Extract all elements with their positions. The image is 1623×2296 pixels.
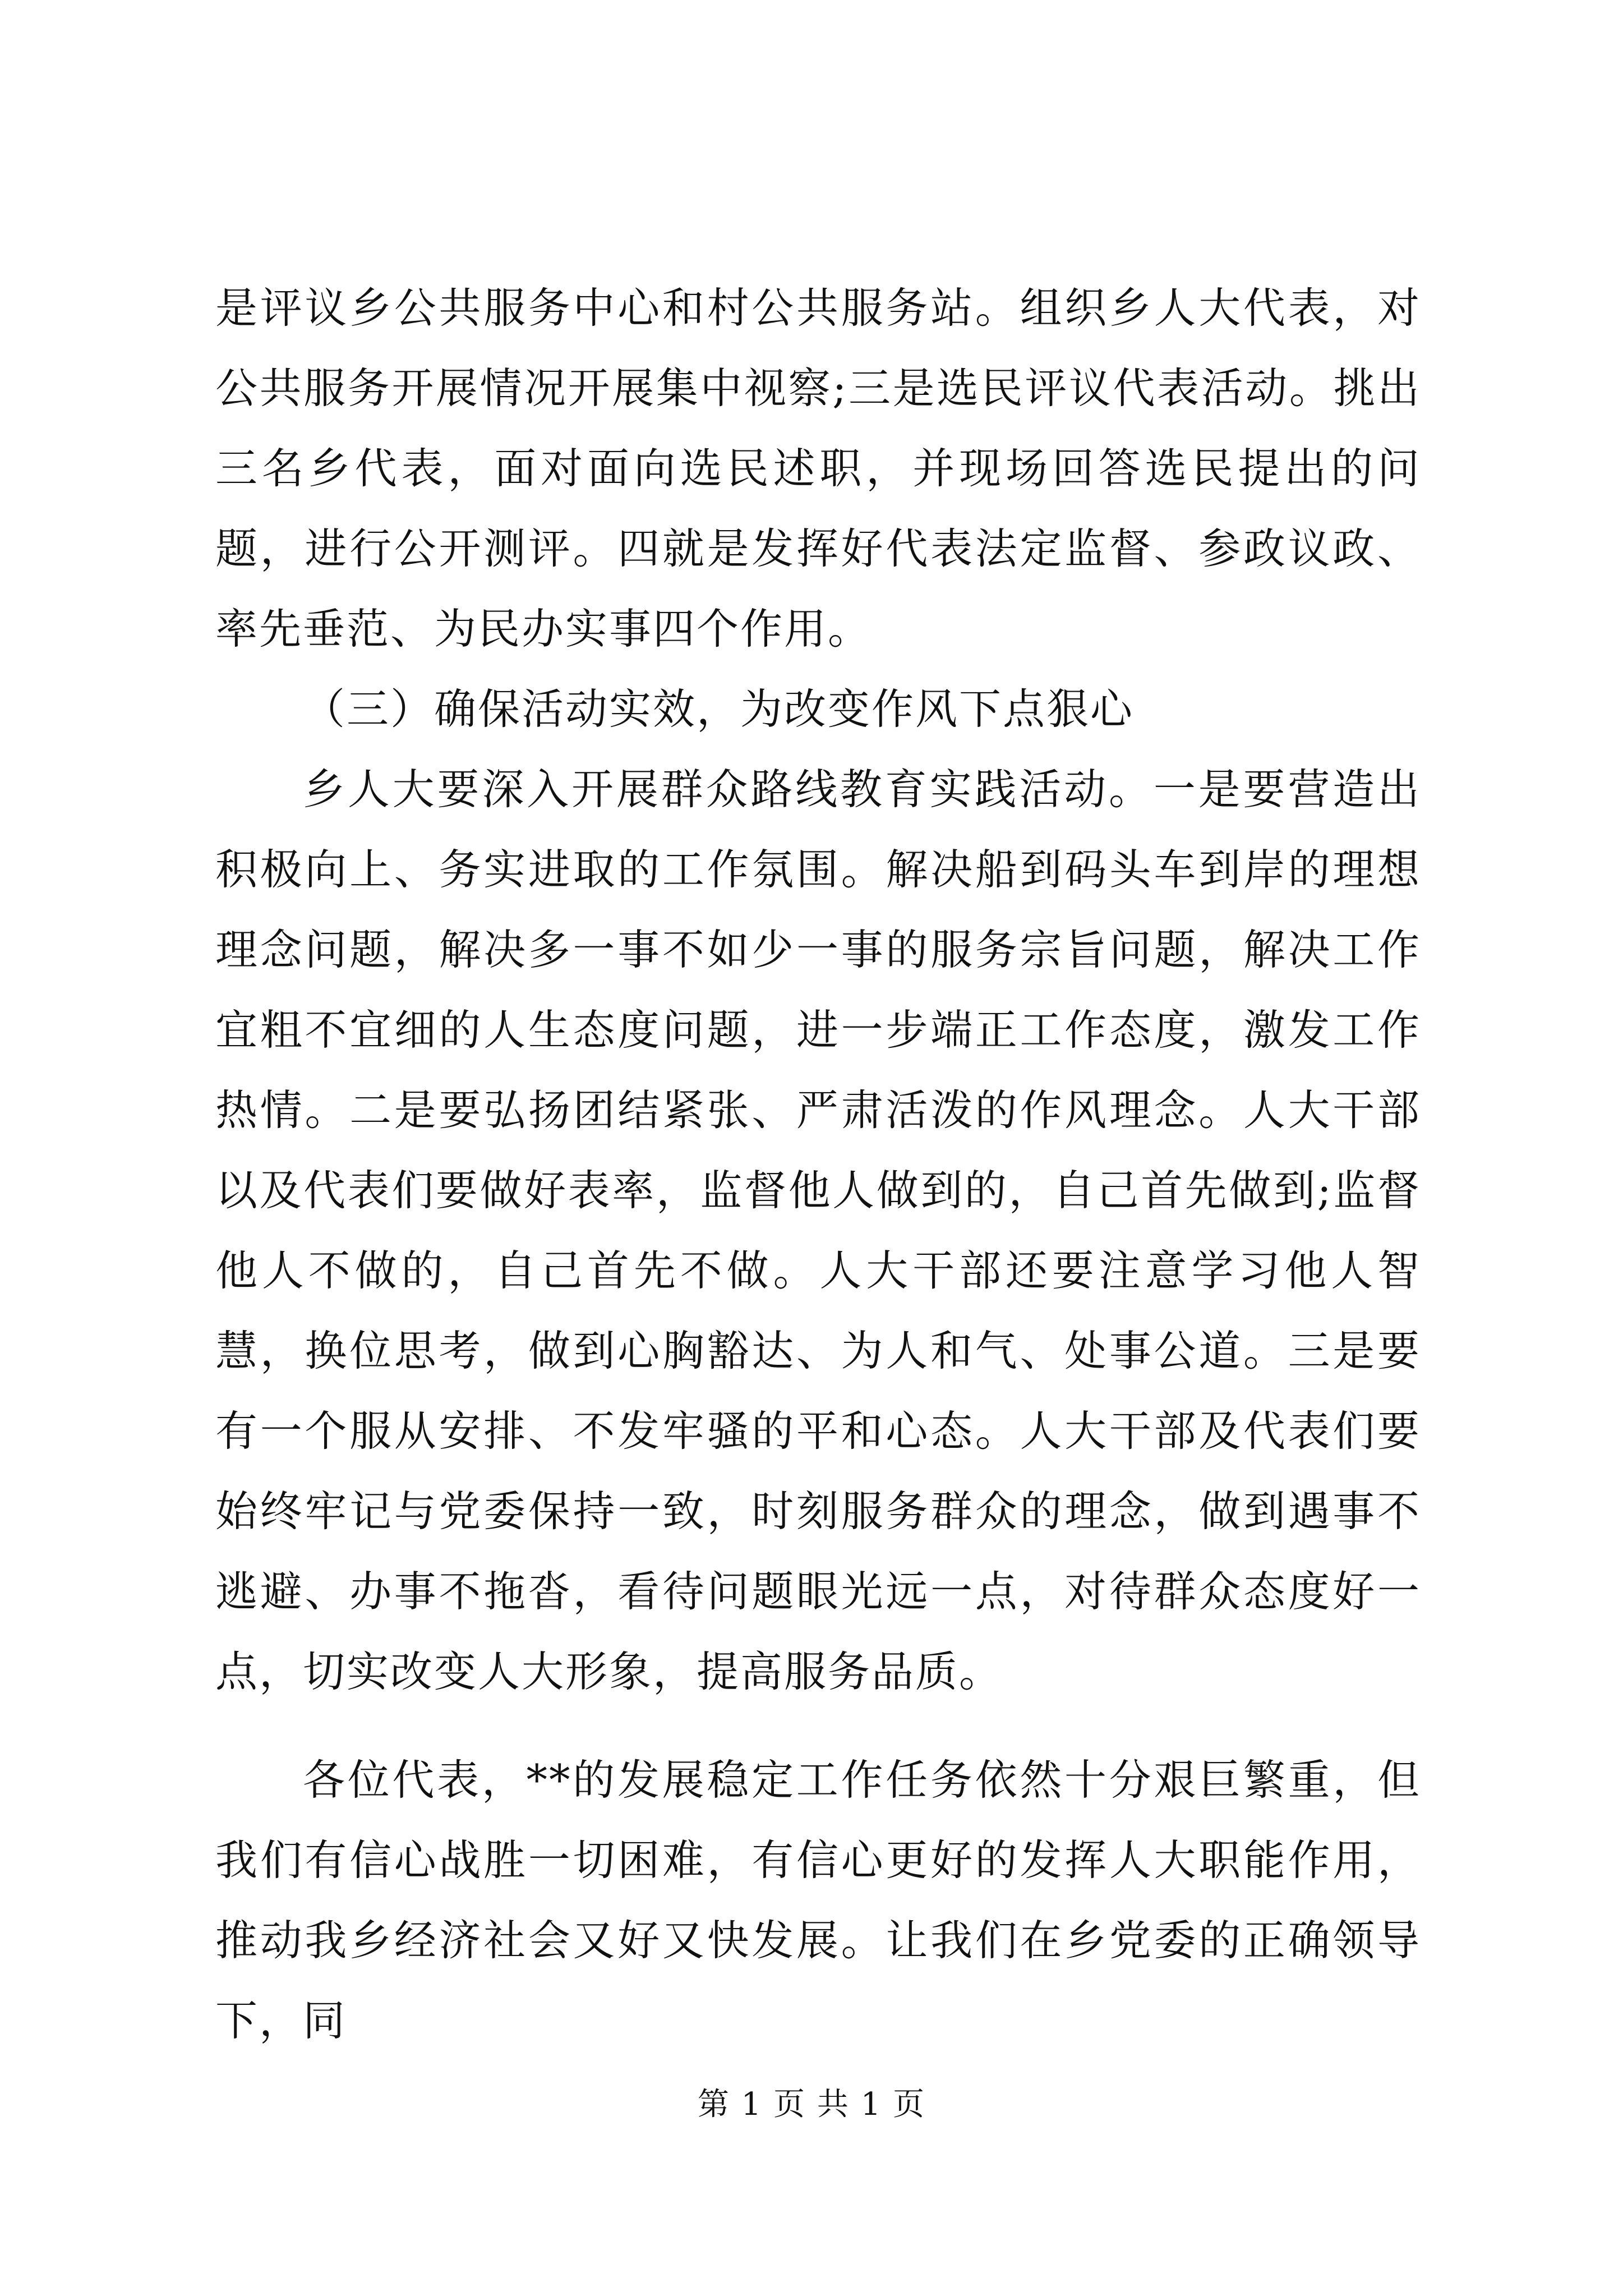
paragraph-body: 乡人大要深入开展群众路线教育实践活动。一是要营造出积极向上、务实进取的工作氛围。解决船到码头车到岸的理想理念问题，解决多一事不如少一事的服务宗旨问题，解决工作宜粗不宜细的人生态度问题，进一步端正工作态度，激发工作热情。二是要弘扬团结紧张、严肃活泼的作风理念。人大干部以及代表们要做好表率，监督他人做到的，自己首先做到;监督他人不做的，自己首先不做。人大干部还要注意学习他人智慧，换位思考，做到心胸豁达、为人和气、处事公道。三是要有一个服从安排、不发牢骚的平和心态。人大干部及代表们要始终牢记与党委保持一致，时刻服务群众的理念，做到遇事不逃避、办事不拖沓，看待问题眼光远一点，对待群众态度好一点，切实改变人大形象，提高服务品质。 [215,765,1421,1696]
page-footer: 第 1 页 共 1 页 [697,2086,926,2123]
document-body [215,268,1421,2061]
paragraph-closing: 各位代表，**的发展稳定工作任务依然十分艰巨繁重，但我们有信心战胜一切困难，有信心更好的发挥人大职能作用，推动我乡经济社会又好又快发展。让我们在乡党委的正确领导下，同 [215,1755,1421,2045]
paragraph-continuation: 是评议乡公共服务中心和村公共服务站。组织乡人大代表，对公共服务开展情况开展集中视察;三是选民评议代表活动。挑出三名乡代表，面对面向选民述职，并现场回答选民提出的问题，进行公开测评。四就是发挥好代表法定监督、参政议政、率先垂范、为民办实事四个作用。 [215,283,1421,654]
section-heading: （三）确保活动实效，为改变作风下点狠心 [303,684,1135,734]
